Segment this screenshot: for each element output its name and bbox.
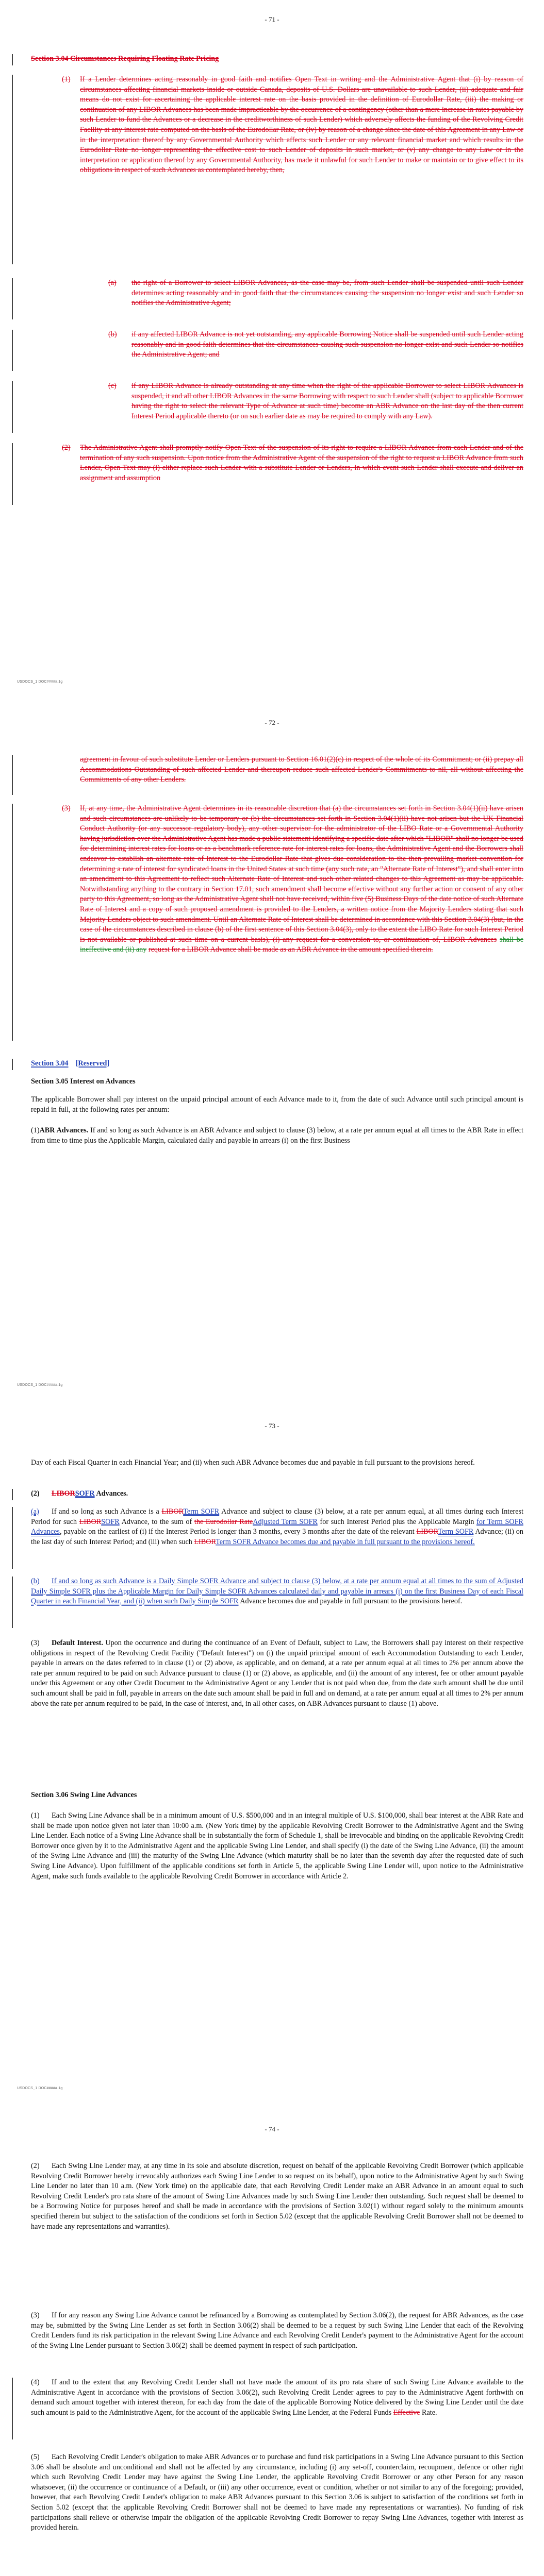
para-label: (1) bbox=[31, 1811, 40, 1820]
deleted-text: the Eurodollar Rate bbox=[194, 1517, 253, 1526]
para-text: If and so long as such Advance is an ABR Advance and subject to clause (3) below, at a rate per annum equal at all times to the ABR Rate in effect from time to time plus the Applicable Margin, calculated daily and payable in arrears (i) on the first Business bbox=[31, 1126, 523, 1145]
para-label: (1) bbox=[62, 75, 71, 83]
paragraph bbox=[80, 804, 523, 955]
change-bar bbox=[12, 443, 13, 505]
change-bar bbox=[12, 75, 13, 264]
page-footer: USDOCS_1 DOC#####.1g bbox=[17, 2087, 63, 2090]
text: Advance becomes due and payable in full pursuant to the provisions hereof. bbox=[240, 1597, 463, 1606]
change-bar bbox=[12, 1577, 13, 1628]
deleted-text: Effective bbox=[393, 2408, 420, 2417]
paragraph: The Administrative Agent shall promptly notify Open Text of the suspension of its right to require a LIBOR Advance from each Lender and of the termination of any such suspension. Upon notice from the Administrative Agent of the suspension of the right to request a LIBOR Advance from such Lender, Open Text may (i) either replace such Lender with a substitute Lender or Lenders, in which event such Lender shall execute and deliver an assignment and assumption bbox=[80, 444, 523, 482]
text: Advance and subject to clause (3) below, at a rate per annum equal, at all times during each Interest Period for such bbox=[31, 1507, 524, 1526]
sub-paragraph: if any affected LIBOR Advance is not yet outstanding, any applicable Borrowing Notice shall be suspended until such Lender acting reasonably and in good faith determines that the circumstances causing such suspension no longer exist and such Lender so notifies the Administrative Agent; and bbox=[131, 330, 523, 359]
change-bar bbox=[12, 804, 13, 1041]
paragraph bbox=[31, 1507, 523, 1547]
para-text: If for any reason any Swing Line Advance cannot be refinanced by a Borrowing as contemplated by Section 3.06(2), the request for ABR Advances, as the case may be, submitted by the Swing Line Lender as set forth in Section 3.06(2) shall be deemed to be a request by such Swing Line Lender that each of the Revolving Credit Lenders fund its risk participation in the relevant Swing Line Advance and each Revolving Credit Lender's payment to the Administrative Agent for the account of the Swing Line Lender pursuant to Section 3.06(2) shall be deemed payment in respect of such participation. bbox=[31, 2311, 523, 2350]
subsection-heading bbox=[31, 1489, 523, 1499]
page-footer: USDOCS_1 DOC#####.1g bbox=[17, 1383, 63, 1387]
change-bar bbox=[12, 54, 13, 65]
para-label: (1) bbox=[31, 1126, 40, 1134]
para-label: (4) bbox=[31, 2378, 40, 2386]
section-heading: Section 3.04 Circumstances Requiring Floating Rate Pricing bbox=[31, 55, 219, 63]
section-heading bbox=[31, 1059, 523, 1069]
inserted-text: for Term SOFR Advances bbox=[31, 1517, 524, 1536]
paragraph: If a Lender determines acting reasonably in good faith and notifies Open Text in writing and the Administrative Agent that (i) by reason of circumstances affecting financial markets inside or outside Canada, deposits of U.S. Dollars are unavailable to such Lender, (ii) adequate and fair means do not exist for ascertaining the applicable interest rate on the basis provided in the definition of Eurodollar Rate, (iii) the making or continuation of any LIBOR Advances has been made impracticable by the occurrence of a contingency (other than a mere increase in rates payable by such Lender to fund the Advances or a decrease in the creditworthiness of such Lender) which adversely affects the funding of the Revolving Credit Facility at any interest rate computed on the basis of the Eurodollar Rate, or (iv) by reason of a change since the date of this Agreement in any Law or in the interpretation thereof by any Governmental Authority which affects such Lender or any relevant financial market and which results in the Eurodollar Rate no longer representing the effective cost to such Lender of deposits in such market, or (v) any change to any Law or in the interpretation or application thereof by any Governmental Authority, has made it unlawful for such Lender to make or maintain or to give effect to its obligations in respect of such Advances as contemplated hereby, then, bbox=[80, 75, 523, 175]
sub-label: (b) bbox=[108, 330, 117, 338]
deleted-text: LIBOR bbox=[79, 1517, 102, 1526]
deleted-text: LIBOR bbox=[161, 1507, 184, 1516]
section-heading: Section 3.05 Interest on Advances bbox=[31, 1077, 136, 1086]
sub-label: (a) bbox=[108, 279, 117, 287]
text: If and so long as such Advance is a bbox=[52, 1507, 159, 1516]
para-text: Each Swing Line Lender may, at any time in its sole and absolute discretion, request on behalf of the applicable Revolving Credit Borrower (which applicable Revolving Credit Borrower hereby irrevocably authorizes each Swing Line Lender to so request on its behalf), upon notice to the Administrative Agent by such Swing Line Lender no later than 10 a.m. (New York time) on the applicable date, that each Revolving Credit Lender make an ABR Advance in an amount equal to such Revolving Credit Lender's pro rata share of the amount of Swing Line Advances made by such Swing Line Lender then outstanding. Such request shall be deemed to be a Borrowing Notice for purposes hereof and shall be made in accordance with the provisions of Section 3.02(1) without regard solely to the minimum amounts specified therein but subject to the satisfaction of the conditions set forth in Section 5.02 (except that the applicable Revolving Credit Borrower shall not be deemed to have made any representations and warranties). bbox=[31, 2162, 523, 2231]
para-text: Upon the occurrence and during the continuance of an Event of Default, subject to Law, the Borrowers shall pay interest on their respective obligations in respect of the Revolving Credit Facility ("Default Interest") on (i) the unpaid principal amount of each Accommodation Outstanding to each Lender, payable in arrears on the dates referred to in clause (1) or (2) above, as applicable, and on demand, at a rate per annum equal at all times to 2% per annum above the rate per annum required to be paid on such Advance pursuant to clause (1) or (2) above, as applicable, and (ii) the amount of any interest, fee or other amount payable under this Agreement or any other Credit Document to the Administrative Agent or any Lender that is not paid when due, from the date such amount shall be due until such amount shall be paid in full, payable in arrears on the date such amount shall be paid in full and on demand, at a rate per annum equal at all times to 2% per annum above the rate per annum required to be paid, in the case of interest, and, in all other cases, on ABR Advances pursuant to clause (1) above. bbox=[31, 1639, 523, 1708]
para-label: (5) bbox=[31, 2453, 40, 2461]
inserted-text: [Reserved] bbox=[75, 1059, 110, 1067]
paragraph bbox=[31, 2161, 523, 2232]
moved-text: shall be ineffective and (ii) any bbox=[80, 935, 523, 954]
page-number: - 73 - bbox=[265, 1422, 279, 1430]
para-label: (a) bbox=[31, 1507, 39, 1516]
para-label: (2) bbox=[31, 2162, 40, 2170]
page-71 bbox=[0, 0, 544, 703]
inserted-text: SOFR bbox=[101, 1517, 120, 1526]
text: Advance, to the sum of bbox=[121, 1517, 192, 1526]
sub-paragraph: if any LIBOR Advance is already outstanding at any time when the right of the applicable Borrower to select LIBOR Advances is suspended, it and all other LIBOR Advances in the same Borrowing with respect to such Lender shall (subject to applicable Borrower having the right to select the relevant Type of Advance at such time) become an ABR Advance on the last day of the then current Interest Period applicable thereto (or on such earlier date as may be required to comply with any Law). bbox=[131, 382, 524, 420]
text: for such Interest Period plus the Applicable Margin bbox=[320, 1517, 474, 1526]
paragraph bbox=[31, 1811, 523, 1882]
para-text: Each Revolving Credit Lender's obligation to make ABR Advances or to purchase and fund risk participations in a Swing Line Advance pursuant to this Section 3.06 shall be absolute and unconditional and shall not be affected by any circumstance, including (i) any set-off, counterclaim, recoupment, defence or other right which such Revolving Credit Lender may have against the Swing Line Lender, the applicable Revolving Credit Borrower or any other Person for any reason whatsoever, (ii) the occurrence or continuance of a Default, or (iii) any other occurrence, event or condition, whether or not similar to any of the foregoing; provided, however, that each Revolving Credit Lender's obligation to make ABR Advances pursuant to this Section 3.06 is subject to satisfaction of the conditions set forth in Section 5.02 (except that the applicable Revolving Credit Borrower shall not be deemed to have made any representations or warranties). No funding of risk participations shall relieve or otherwise impair the obligation of the applicable Revolving Credit Borrower to repay Swing Line Advances, together with interest as provided herein. bbox=[31, 2453, 523, 2532]
paragraph bbox=[31, 1126, 523, 1146]
paragraph bbox=[31, 2378, 523, 2418]
deleted-text: LIBOR bbox=[52, 1489, 75, 1498]
inserted-text: Section 3.04 bbox=[31, 1059, 69, 1067]
change-bar bbox=[12, 330, 13, 371]
para-label: (2) bbox=[62, 444, 71, 452]
text: Advance; (ii) on the last day of such Interest Period; and (iii) when such bbox=[31, 1528, 523, 1546]
inserted-text: Term SOFR bbox=[183, 1507, 220, 1516]
para-title: Default Interest. bbox=[52, 1639, 103, 1647]
para-text: Each Swing Line Advance shall be in a minimum amount of U.S. $500,000 and in an integral multiple of U.S. $100,000, shall bear interest at the ABR Rate and shall be made upon notice given not later than 10:00 a.m. (New York time) by the applicable Revolving Credit Borrower to the Administrative Agent and the Swing Line Lender. Each notice of a Swing Line Advance shall be in substantially the form of Schedule 1, shall be irrevocable and binding on the applicable Revolving Credit Borrower once given by it to the Administrative Agent and the applicable Swing Line Lender, and shall specify (i) the date of the Swing Line Advance, (ii) the amount of the Swing Line Advance and (iii) the maturity of the Swing Line Advance (which maturity shall be no later than the seventh day after the requested date of such Swing Line Advance). Upon fulfillment of the applicable conditions set forth in Article 5, the applicable Swing Line Lender will, upon notice to the Administrative Agent, make such funds available to the applicable Revolving Credit Borrower in accordance with Article 2. bbox=[31, 1811, 523, 1880]
change-bar bbox=[12, 1507, 13, 1569]
para-label: (3) bbox=[31, 2311, 40, 2319]
sub-label: (c) bbox=[108, 382, 117, 390]
paragraph bbox=[31, 1638, 523, 1709]
section-heading: Section 3.06 Swing Line Advances bbox=[31, 1791, 137, 1799]
deleted-text: request for a LIBOR Advance shall be made as an ABR Advance in the amount specified therein. bbox=[148, 945, 433, 954]
page-73 bbox=[0, 1406, 544, 2110]
para-text: Rate. bbox=[422, 2408, 437, 2417]
deleted-text: LIBOR bbox=[194, 1537, 216, 1546]
inserted-text: Term SOFR Advance becomes due and payable in full pursuant to the provisions hereof. bbox=[216, 1537, 475, 1546]
para-label: (3) bbox=[62, 804, 71, 812]
deleted-text: LIBOR bbox=[416, 1528, 438, 1536]
para-label: (2) bbox=[31, 1489, 40, 1498]
change-bar bbox=[12, 1489, 13, 1500]
paragraph bbox=[31, 2311, 523, 2351]
page-footer: USDOCS_1 DOC#####.1g bbox=[17, 680, 63, 684]
inserted-text: SOFR bbox=[75, 1489, 95, 1498]
para-title: ABR Advances. bbox=[39, 1126, 89, 1134]
para-label: (b) bbox=[31, 1577, 40, 1585]
para-text: If and to the extent that any Revolving Credit Lender shall not have made the amount of its pro rata share of such Swing Line Advance available to the Administrative Agent in accordance with the provisions of Section 3.06(2), such Revolving Credit Lender agrees to pay to the Administrative Agent forthwith on demand such amount together with interest thereon, for each day from the date of the applicable Borrowing Notice delivered by the Swing Line Lender until the date such amount is paid to the Administrative Agent, for the account of the applicable Swing Line Lender, at the Federal Funds bbox=[31, 2378, 523, 2417]
paragraph bbox=[31, 2452, 523, 2533]
change-bar bbox=[12, 381, 13, 433]
para-title: Advances. bbox=[96, 1489, 128, 1498]
inserted-text: Adjusted Term SOFR bbox=[253, 1517, 318, 1526]
paragraph: Day of each Fiscal Quarter in each Financial Year; and (ii) when such ABR Advance becomes due and payable in full pursuant to the provisions hereof. bbox=[31, 1459, 475, 1467]
change-bar bbox=[12, 2378, 13, 2439]
deleted-text: If, at any time, the Administrative Agent determines in its reasonable discretion that (a) the circumstances set forth in Section 3.04(1)(ii) have arisen and such circumstances are unlikely to be temporary or (b) the circumstances set forth in Section 3.04(1)(ii) have not arisen but the UK Financial Conduct Authority (or any successor regulatory body), any other supervisor for the administrator of the LIBO Rate or a Governmental Authority having jurisdiction over the Administrative Agent has made a public statement identifying a specific date after which "LIBOR" shall no longer be used for determining interest rates for loans or as a benchmark reference rate for interest rates for loans, the Administrative Agent and the Borrowers shall endeavor to establish an alternate rate of interest to the Eurodollar Rate that gives due consideration to the then prevailing market convention for determining a rate of interest for syndicated loans in the United States at such time (any such rate, an "Alternate Rate of Interest"), and shall enter into an amendment to this Agreement to reflect such Alternate Rate of Interest and such other related changes to this Agreement as may be applicable. Notwithstanding anything to the contrary in Section 17.01, such amendment shall become effective without any further action or consent of any other party to this Agreement, so long as the Administrative Agent shall not have received, within five (5) Business Days of the date notice of such Alternate Rate of Interest and a copy of such proposed amendment is provided to the Lenders, a written notice from the Majority Lenders stating that such Majority Lenders object to such amendment. Until an Alternate Rate of Interest shall be determined in accordance with this Section 3.04(3) (but, in the case of the circumstances described in clause (b) of the first sentence of this Section 3.04(3), only to the extent the LIBO Rate for such Interest Period is not available or published at such time on a current basis), (i) any request for a conversion to, or continuation of, LIBOR Advances bbox=[80, 804, 523, 944]
paragraph bbox=[31, 1577, 523, 1607]
page-74 bbox=[0, 2110, 544, 2576]
paragraph: The applicable Borrower shall pay interest on the unpaid principal amount of each Advance made to it, from the date of such Advance until such principal amount is repaid in full, at the following rates per annum: bbox=[31, 1095, 523, 1114]
page-number: - 72 - bbox=[265, 719, 279, 726]
inserted-text: If and so long as such Advance is a Daily Simple SOFR Advance and subject to clause (3) below, at a rate per annum equal at all times to the sum of Adjusted Daily Simple SOFR plus the Applicable Margin for Daily Simple SOFR Advances calculated daily and payable in arrears (i) on the first Business Day of each Fiscal Quarter in each Financial Year, and (ii) when such Daily Simple SOFR bbox=[31, 1577, 523, 1606]
change-bar bbox=[12, 278, 13, 319]
inserted-text: Term SOFR bbox=[438, 1528, 474, 1536]
sub-paragraph: the right of a Borrower to select LIBOR Advances, as the case may be, from such Lender shall be suspended until such Lender determines acting reasonably and in good faith that the circumstances causing the suspension no longer exist and such Lender so notifies the Administrative Agent; bbox=[131, 279, 523, 308]
page-number: - 74 - bbox=[265, 2125, 279, 2133]
text: , payable on the earliest of (i) if the Interest Period is longer than 3 months, every 3 months after the date of the relevant bbox=[59, 1528, 415, 1536]
page-72 bbox=[0, 703, 544, 1406]
change-bar bbox=[12, 755, 13, 795]
page-number: - 71 - bbox=[265, 15, 279, 23]
paragraph: agreement in favour of such substitute Lender or Lenders pursuant to Section 16.01(2)(c) in respect of the whole of its Commitment; or (ii) prepay all Accommodations Outstanding of such affected Lender and thereupon reduce such affected Lender's Commitments to nil, all without affecting the Commitments of any other Lenders. bbox=[80, 755, 523, 784]
para-label: (3) bbox=[31, 1639, 40, 1647]
change-bar bbox=[12, 1059, 13, 1070]
